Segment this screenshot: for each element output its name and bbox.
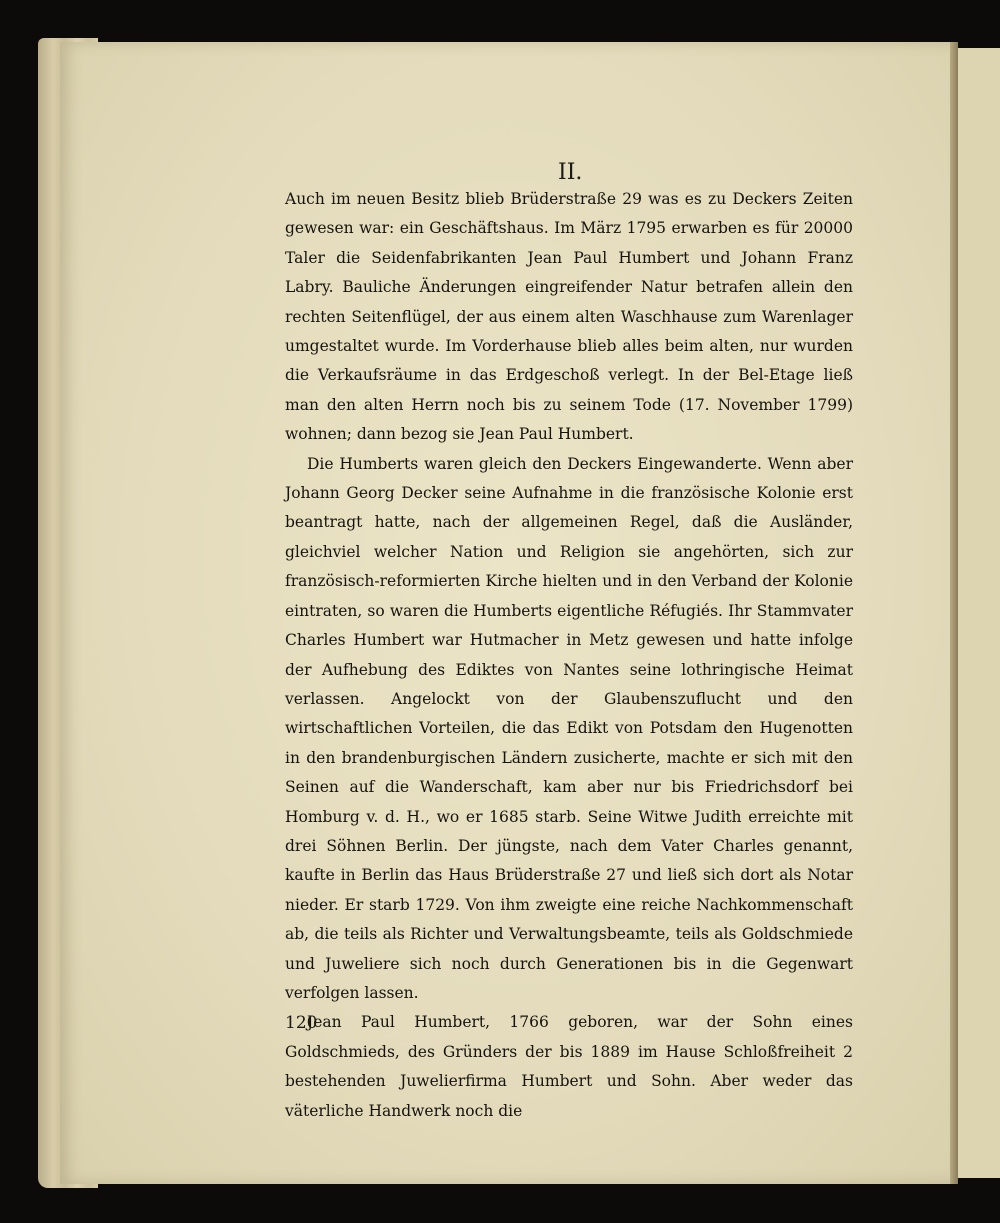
chapter-heading: II. xyxy=(558,160,583,185)
paragraph: Die Humberts waren gleich den Deckers Eingewanderte. Wenn aber Johann Georg Decker seine Aufnahme in die französische Kolonie erst beantragt hatte, nach der allgemeinen Regel, daß die Ausländer, gleichviel welcher Nation und Religion sie angehörten, sich zur französisch-reformierten Kirche hielten und in den Verband der Kolonie eintraten, so waren die Humberts eigentliche Réfugiés. Ihr Stammvater Charles Humbert war Hutmacher in Metz gewesen und hatte infolge der Aufhebung des Ediktes von Nantes seine lothringische Heimat verlassen. Angelockt von der Glaubenszuflucht und den wirtschaftlichen Vorteilen, die das Edikt von Potsdam den Hugenotten in den brandenburgischen Ländern zusicherte, machte er sich mit den Seinen auf die Wanderschaft, kam aber nur bis Friedrichsdorf bei Homburg v. d. H., wo er 1685 starb. Seine Witwe Judith erreichte mit drei Söhnen Berlin. Der jüngste, nach dem Vater Charles genannt, kaufte in Berlin das Haus Brüderstraße 27 und ließ sich dort als Notar nieder. Er starb 1729. Von ihm zweigte eine reiche Nachkommenschaft ab, die teils als Richter und Verwaltungsbeamte, teils als Goldschmiede und Juweliere sich noch durch Generationen bis in die Gegenwart verfolgen lassen. xyxy=(285,454,853,1002)
paragraph: Jean Paul Humbert, 1766 geboren, war der Sohn eines Goldschmieds, des Gründers der bis 1889 im Hause Schloßfreiheit 2 bestehenden Juwelierfirma Humbert und Sohn. Aber weder das väterliche Handwerk noch die xyxy=(285,1013,853,1120)
paragraph: Auch im neuen Besitz blieb Brüderstraße 29 was es zu Deckers Zeiten gewesen war: ein Geschäftshaus. Im März 1795 erwarben es für 20000 Taler die Seidenfabrikanten Jean Paul Humbert und Johann Franz Labry. Bauliche Änderungen eingreifender Natur betrafen allein den rechten Seitenflügel, der aus einem alten Waschhause zum Warenlager umgestaltet wurde. Im Vorderhause blieb alles beim alten, nur wurden die Verkaufsräume in das Erdgeschoß verlegt. In der Bel-Etage ließ man den alten Herrn noch bis zu seinem Tode (17. November 1799) wohnen; dann bezog sie Jean Paul Humbert. xyxy=(285,190,853,444)
book-gutter xyxy=(950,42,958,1184)
body-text xyxy=(285,185,853,1126)
facing-page-edge xyxy=(958,48,1000,1178)
page-number: 120 xyxy=(285,1013,318,1033)
